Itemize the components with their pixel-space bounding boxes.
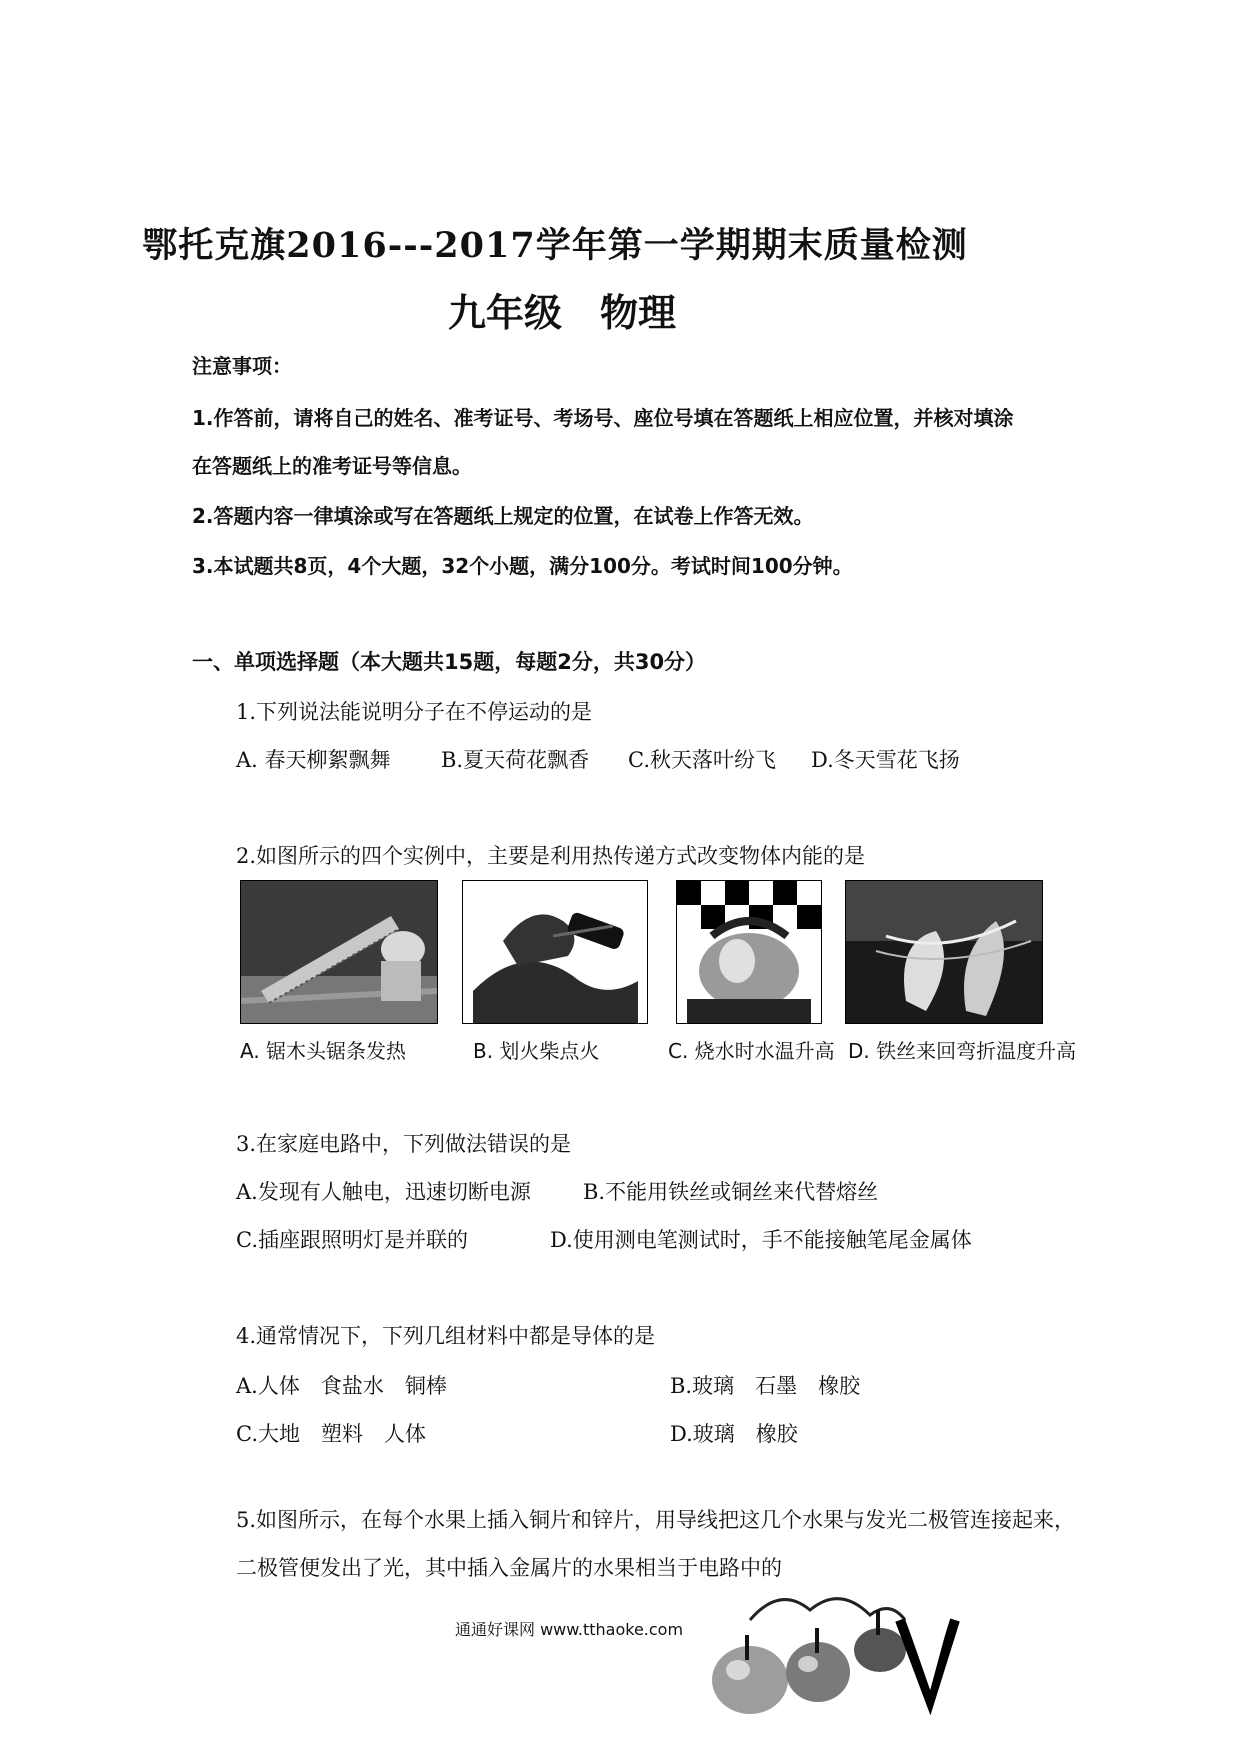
question-3-stem: 3.在家庭电路中，下列做法错误的是 xyxy=(236,1132,572,1156)
q3-option-b: B.不能用铁丝或铜丝来代替熔丝 xyxy=(583,1180,879,1204)
question-1-stem: 1.下列说法能说明分子在不停运动的是 xyxy=(236,700,593,724)
q4-option-d: D.玻璃 橡胶 xyxy=(670,1422,798,1446)
note-line-2: 在答题纸上的准考证号等信息。 xyxy=(192,454,472,478)
q2-caption-b: B. 划火柴点火 xyxy=(473,1039,600,1063)
footer-watermark: 通通好课网 www.tthaoke.com xyxy=(455,1620,684,1639)
q3-option-c: C.插座跟照明灯是并联的 xyxy=(236,1228,468,1252)
note-line-3: 2.答题内容一律填涂或写在答题纸上规定的位置，在试卷上作答无效。 xyxy=(192,504,814,528)
section-heading: 一、单项选择题（本大题共15题，每题2分，共30分） xyxy=(192,650,707,674)
q2-caption-c: C. 烧水时水温升高 xyxy=(668,1039,835,1063)
image-kettle-stove xyxy=(676,880,822,1024)
q2-caption-d: D. 铁丝来回弯折温度升高 xyxy=(848,1039,1077,1063)
exam-title: 鄂托克旗2016---2017学年第一学期期末质量检测 xyxy=(142,225,968,266)
question-4-stem: 4.通常情况下，下列几组材料中都是导体的是 xyxy=(236,1324,656,1348)
image-saw-wood xyxy=(240,880,438,1024)
question-2-stem: 2.如图所示的四个实例中，主要是利用热传递方式改变物体内能的是 xyxy=(236,844,866,868)
question-5-stem-line2: 二极管便发出了光，其中插入金属片的水果相当于电路中的 xyxy=(236,1556,782,1580)
q4-option-a: A.人体 食盐水 铜棒 xyxy=(236,1374,447,1398)
notes-heading: 注意事项： xyxy=(192,354,292,378)
q1-option-a: A. 春天柳絮飘舞 xyxy=(236,748,391,772)
exam-subtitle: 九年级 物理 xyxy=(448,290,677,335)
q4-option-b: B.玻璃 石墨 橡胶 xyxy=(670,1374,861,1398)
note-line-4: 3.本试题共8页，4个大题，32个小题，满分100分。考试时间100分钟。 xyxy=(192,554,853,578)
question-5-stem-line1: 5.如图所示，在每个水果上插入铜片和锌片，用导线把这几个水果与发光二极管连接起来， xyxy=(236,1508,1076,1532)
q3-option-d: D.使用测电笔测试时，手不能接触笔尾金属体 xyxy=(550,1228,972,1252)
q3-option-a: A.发现有人触电，迅速切断电源 xyxy=(236,1180,531,1204)
q1-option-c: C.秋天落叶纷飞 xyxy=(628,748,776,772)
image-fruit-battery xyxy=(690,1580,960,1720)
q1-option-b: B.夏天荷花飘香 xyxy=(441,748,590,772)
q1-option-d: D.冬天雪花飞扬 xyxy=(811,748,960,772)
q4-option-c: C.大地 塑料 人体 xyxy=(236,1422,426,1446)
note-line-1: 1.作答前，请将自己的姓名、准考证号、考场号、座位号填在答题纸上相应位置，并核对填涂 xyxy=(192,406,1014,430)
image-strike-match xyxy=(462,880,648,1024)
q2-caption-a: A. 锯木头锯条发热 xyxy=(240,1039,407,1063)
image-bend-wire xyxy=(845,880,1043,1024)
